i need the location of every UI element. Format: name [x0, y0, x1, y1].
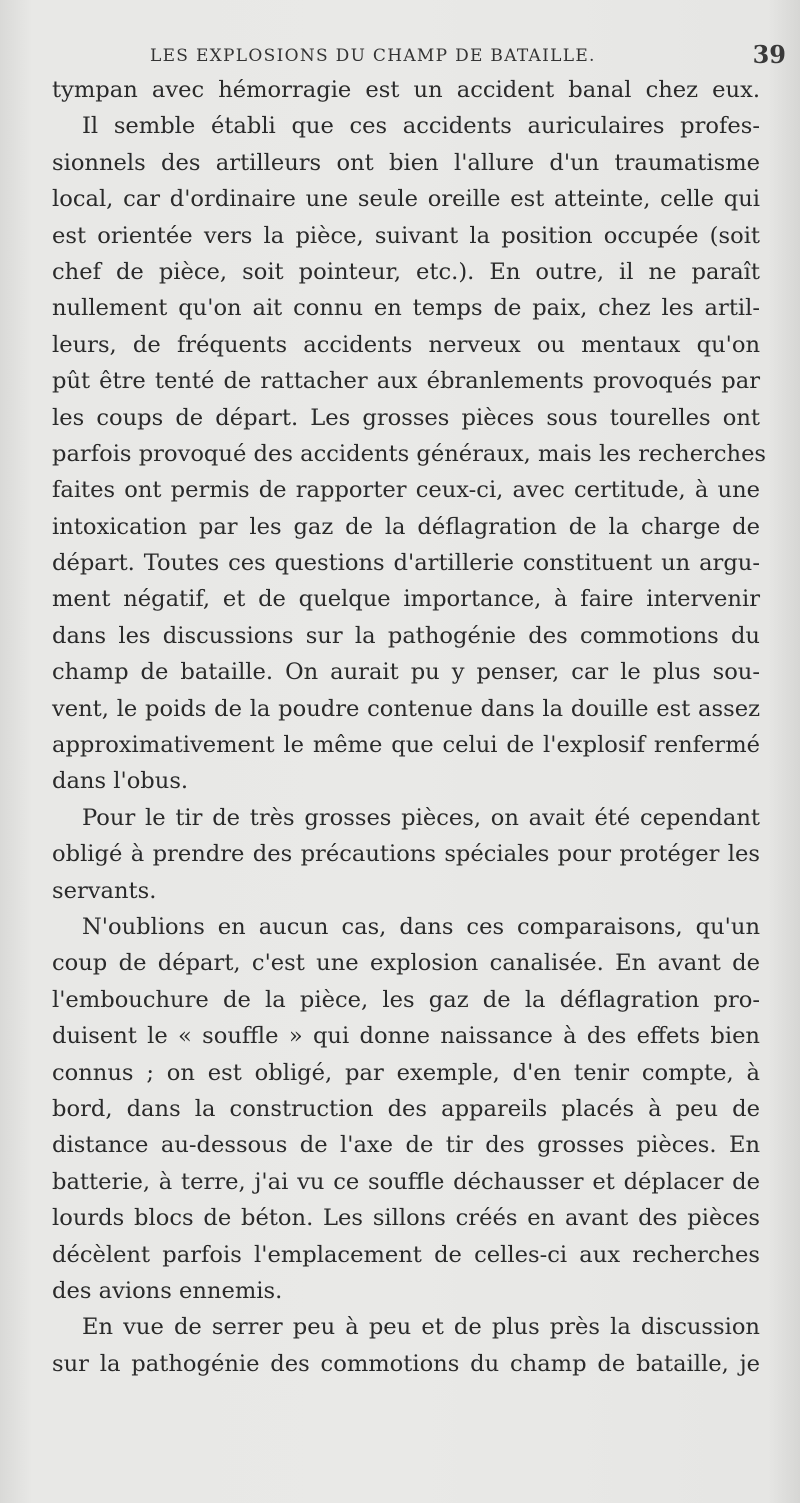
text-line: connus ; on est obligé, par exemple, d'en tenir compte, à	[52, 1059, 760, 1086]
text-line: chef de pièce, soit pointeur, etc.). En outre, il ne paraît	[52, 258, 760, 285]
text-line: Il semble établi que ces accidents auriculaires profes-	[82, 113, 760, 140]
text-line: parfois provoqué des accidents généraux, mais les recherches	[52, 440, 767, 467]
text-line: pût être tenté de rattacher aux ébranlements provoqués par	[52, 368, 760, 395]
running-title: LES EXPLOSIONS DU CHAMP DE BATAILLE.	[150, 46, 596, 66]
text-line: obligé à prendre des précautions spéciales pour protéger les	[52, 841, 760, 868]
text-line: dans les discussions sur la pathogénie des commotions du	[52, 622, 760, 649]
text-line: N'oublions en aucun cas, dans ces comparaisons, qu'un	[82, 913, 760, 940]
text-line: départ. Toutes ces questions d'artillerie constituent un argu-	[52, 550, 760, 577]
text-line: approximativement le même que celui de l'explosif renfermé	[52, 732, 760, 759]
text-line: En vue de serrer peu à peu et de plus près la discussion	[82, 1314, 760, 1341]
body-text	[52, 72, 767, 1382]
text-line: les coups de départ. Les grosses pièces sous tourelles ont	[52, 404, 760, 431]
text-line: duisent le « souffle » qui donne naissance à des effets bien	[52, 1023, 760, 1050]
page-header	[150, 40, 792, 74]
text-line: lourds blocs de béton. Les sillons créés en avant des pièces	[52, 1205, 760, 1232]
text-line: l'embouchure de la pièce, les gaz de la déflagration pro-	[52, 986, 760, 1013]
page-number: 39	[752, 40, 786, 69]
text-line: coup de départ, c'est une explosion canalisée. En avant de	[52, 950, 760, 977]
text-line: Pour le tir de très grosses pièces, on avait été cependant	[82, 804, 760, 831]
text-line: ment négatif, et de quelque importance, à faire intervenir	[52, 586, 760, 613]
text-line: bord, dans la construction des appareils placés à peu de	[52, 1095, 760, 1122]
text-line: local, car d'ordinaire une seule oreille est atteinte, celle qui	[52, 186, 760, 213]
text-line: intoxication par les gaz de la déflagration de la charge de	[52, 513, 760, 540]
text-line: faites ont permis de rapporter ceux-ci, avec certitude, à une	[52, 477, 760, 504]
text-line: est orientée vers la pièce, suivant la position occupée (soit	[52, 222, 760, 249]
text-line: vent, le poids de la poudre contenue dans la douille est assez	[52, 695, 760, 722]
text-line: tympan avec hémorragie est un accident banal chez eux.	[52, 77, 760, 103]
text-line: servants.	[52, 877, 157, 904]
text-line: champ de bataille. On aurait pu y penser, car le plus sou-	[52, 659, 760, 686]
text-line: batterie, à terre, j'ai vu ce souffle déchausser et déplacer de	[52, 1168, 760, 1195]
text-line: sur la pathogénie des commotions du champ de bataille, je	[52, 1350, 760, 1377]
text-line: dans l'obus.	[52, 768, 189, 795]
text-line: sionnels des artilleurs ont bien l'allure d'un traumatisme	[52, 149, 760, 176]
text-line: nullement qu'on ait connu en temps de paix, chez les artil-	[52, 295, 760, 322]
text-line: décèlent parfois l'emplacement de celles-ci aux recherches	[52, 1241, 760, 1268]
text-line: des avions ennemis.	[52, 1277, 283, 1304]
text-line: distance au-dessous de l'axe de tir des grosses pièces. En	[52, 1132, 760, 1159]
text-line: leurs, de fréquents accidents nerveux ou mentaux qu'on	[52, 331, 760, 358]
